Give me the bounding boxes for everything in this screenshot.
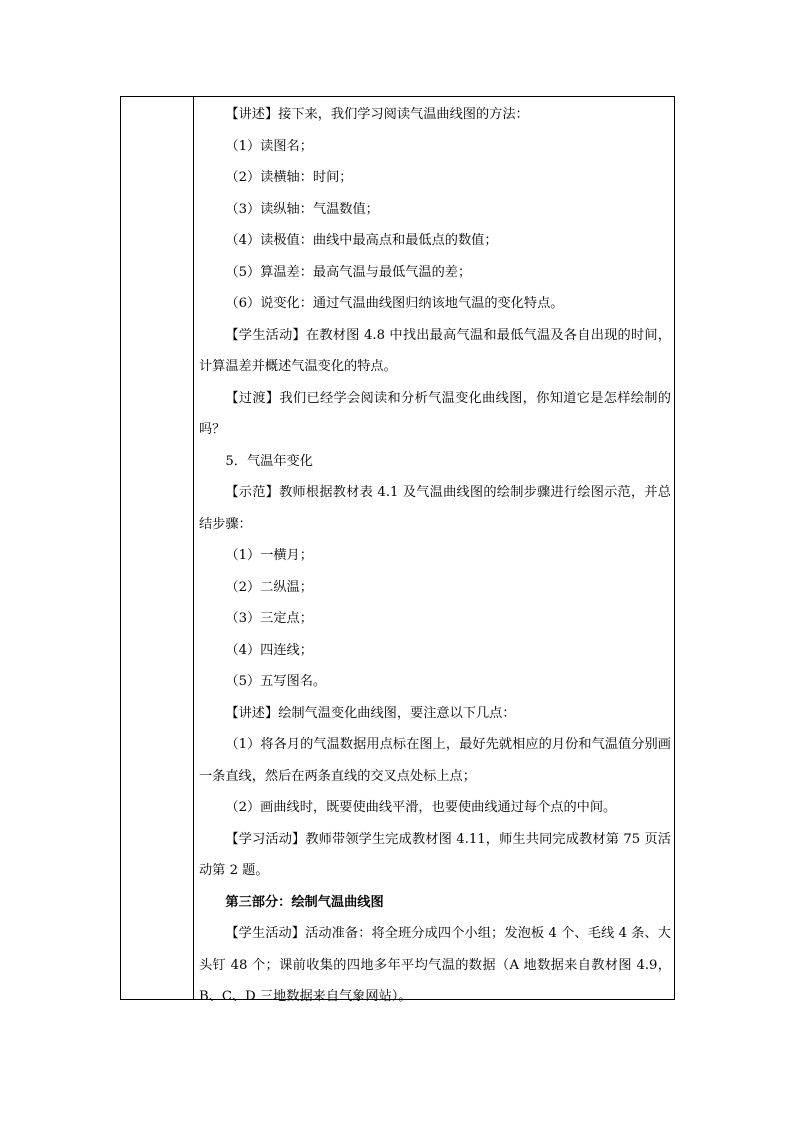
step-read-y-axis: （3）读纵轴：气温数值；: [225, 201, 379, 217]
step-calc-range: （5）算温差：最高气温与最低气温的差；: [225, 264, 472, 280]
column-divider: [193, 97, 194, 999]
draw-step-5: （5）五写图名。: [225, 674, 327, 689]
draw-step-2: （2）二纵温；: [225, 579, 313, 595]
paragraph-student-activity: 【学生活动】在教材图 4.8 中找出最高气温和最低气温及各自出现的时间，计算温差并概述气温变化的特点。: [199, 327, 671, 374]
lesson-content: [199, 99, 671, 1013]
paragraph-explain-drawing: 【讲述】绘制气温变化曲线图，要注意以下几点：: [225, 705, 516, 721]
paragraph-explain-reading: 【讲述】接下来，我们学习阅读气温曲线图的方法：: [225, 107, 529, 122]
step-read-extremes: （4）读极值：曲线中最高点和最低点的数值；: [225, 233, 498, 248]
paragraph-transition: 【过渡】我们已经学会阅读和分析气温变化曲线图，你知道它是怎样绘制的吗？: [199, 390, 671, 437]
draw-step-1: （1）一横月；: [225, 548, 313, 563]
part-three-heading: 第三部分：绘制气温曲线图: [225, 894, 384, 910]
step-describe-change: （6）说变化：通过气温曲线图归纳该地气温的变化特点。: [225, 296, 564, 311]
drawing-note-1: （1）将各月的气温数据用点标在图上，最好先就相应的月份和气温值分别画一条直线，然后在两条直线的交叉点处标上点；: [199, 737, 671, 784]
section-heading-annual-change: 5．气温年变化: [225, 453, 313, 469]
step-read-title: （1）读图名；: [225, 138, 313, 154]
paragraph-activity-preparation: 【学生活动】活动准备：将全班分成四个小组；发泡板 4 个、毛线 4 条、大头钉 48 个；课前收集的四地多年平均气温的数据（A 地数据来自教材图 4.9，B、C、D 三地数据来自气象网站）。: [199, 926, 671, 1004]
step-read-x-axis: （2）读横轴：时间；: [225, 170, 353, 185]
lesson-table: [120, 96, 675, 1004]
draw-step-3: （3）三定点；: [225, 611, 313, 626]
draw-step-4: （4）四连线；: [225, 642, 313, 658]
paragraph-learning-activity: 【学习活动】教师带领学生完成教材图 4.11，师生共同完成教材第 75 页活动第 2 题。: [199, 831, 671, 878]
drawing-note-2: （2）画曲线时，既要使曲线平滑，也要使曲线通过每个点的中间。: [225, 800, 617, 815]
paragraph-demonstration: 【示范】教师根据教材表 4.1 及气温曲线图的绘制步骤进行绘图示范，并总结步骤：: [199, 485, 671, 532]
